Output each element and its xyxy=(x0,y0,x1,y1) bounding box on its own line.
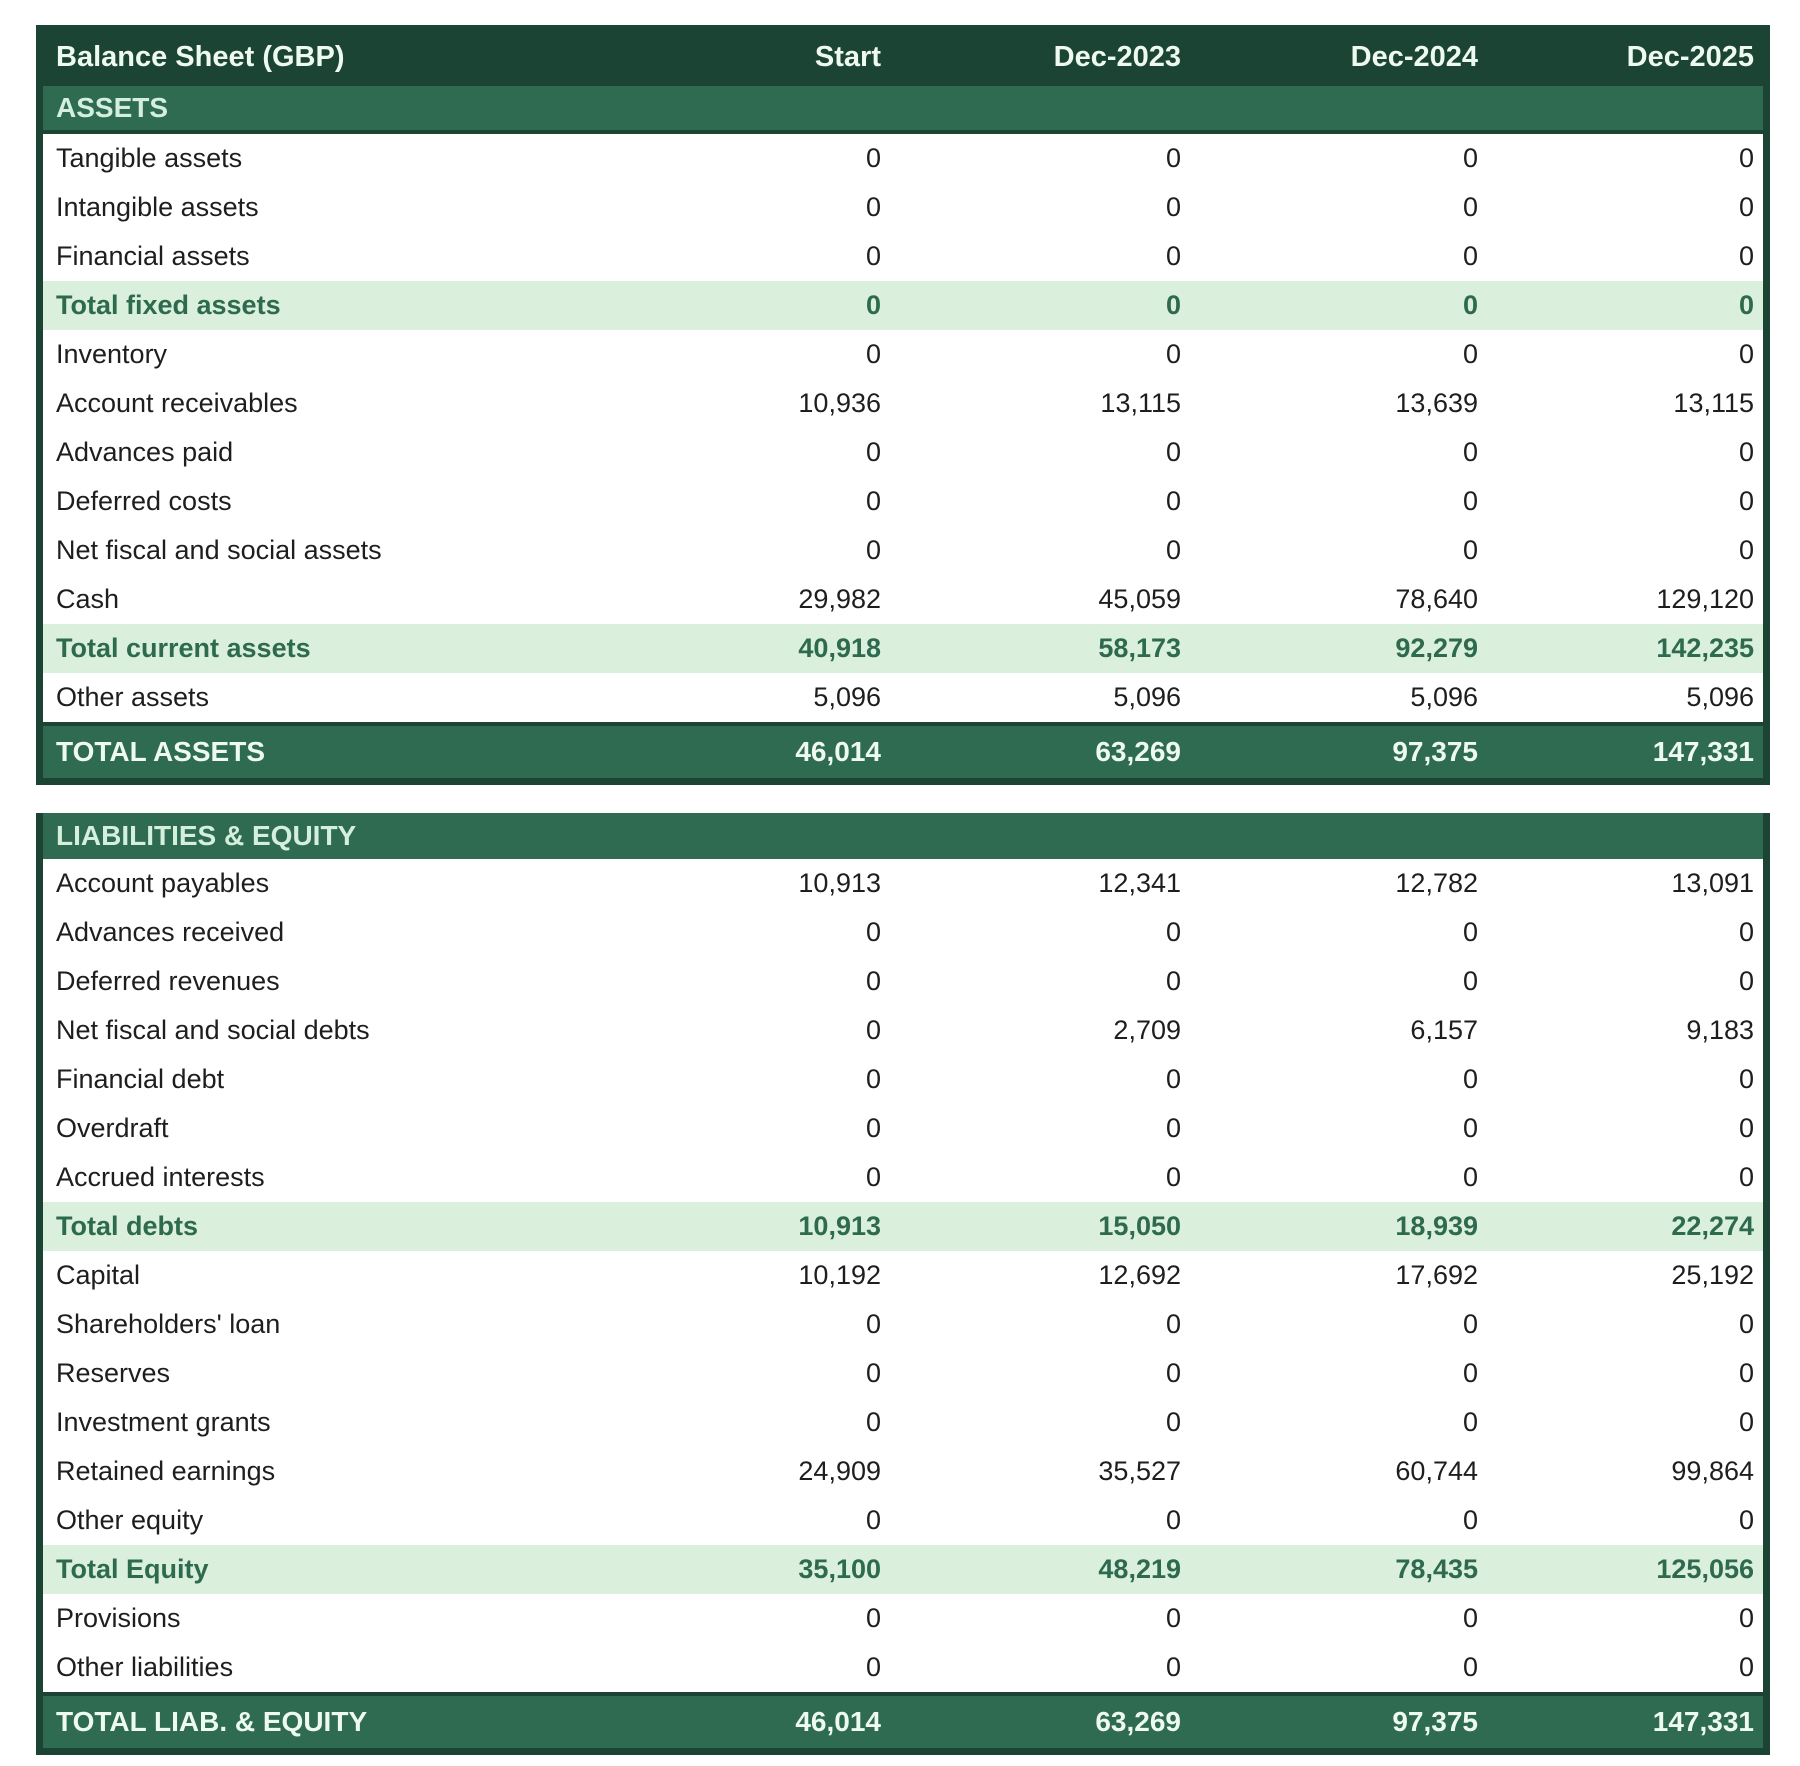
row-value: 6,157 xyxy=(1410,1015,1478,1045)
row-value: 0 xyxy=(1165,437,1181,467)
row-label: Financial assets xyxy=(56,241,250,271)
table-row-deferred-costs xyxy=(43,477,1763,526)
row-value: 0 xyxy=(865,1505,881,1535)
row-value: 0 xyxy=(865,1309,881,1339)
row-value: 0 xyxy=(1165,1407,1181,1437)
table-row-inventory xyxy=(43,330,1763,379)
row-label: Other equity xyxy=(56,1505,204,1535)
row-label: Investment grants xyxy=(56,1407,271,1437)
row-value: 13,639 xyxy=(1395,388,1478,418)
row-label: TOTAL ASSETS xyxy=(56,736,265,767)
row-label: LIABILITIES & EQUITY xyxy=(56,820,357,851)
row-label: Advances received xyxy=(56,917,285,947)
row-value: 17,692 xyxy=(1395,1260,1478,1290)
table-row-overdraft xyxy=(43,1104,1763,1153)
row-value: 0 xyxy=(1165,1113,1181,1143)
row-value: 12,692 xyxy=(1098,1260,1181,1290)
row-value: 0 xyxy=(865,1407,881,1437)
row-value: 0 xyxy=(1462,966,1478,996)
row-value: 35,527 xyxy=(1098,1456,1181,1486)
row-label: Shareholders' loan xyxy=(56,1309,281,1339)
column-header-start: Start xyxy=(814,40,881,73)
table-row-accrued-interests xyxy=(43,1153,1763,1202)
table-row-investment-grants xyxy=(43,1398,1763,1447)
row-label: TOTAL LIAB. & EQUITY xyxy=(56,1706,368,1737)
row-value: 125,056 xyxy=(1656,1554,1754,1584)
table-row-total-equity xyxy=(43,1545,1763,1594)
row-value: 0 xyxy=(1165,535,1181,565)
row-label: Financial debt xyxy=(56,1064,225,1094)
table-row-account-receivables xyxy=(43,379,1763,428)
row-value: 9,183 xyxy=(1686,1015,1754,1045)
row-value: 12,782 xyxy=(1395,868,1478,898)
row-value: 0 xyxy=(1738,1162,1754,1192)
row-value: 0 xyxy=(865,1015,881,1045)
row-label: Reserves xyxy=(56,1358,171,1388)
row-value: 99,864 xyxy=(1671,1456,1754,1486)
row-value: 0 xyxy=(1462,437,1478,467)
row-value: 78,435 xyxy=(1395,1554,1478,1584)
row-value: 0 xyxy=(1462,241,1478,271)
row-label: Provisions xyxy=(56,1603,181,1633)
row-value: 0 xyxy=(865,486,881,516)
row-value: 5,096 xyxy=(1686,682,1754,712)
row-value: 0 xyxy=(1738,486,1754,516)
table-row-reserves xyxy=(43,1349,1763,1398)
row-value: 60,744 xyxy=(1395,1456,1478,1486)
table-row-tangible-assets xyxy=(43,134,1763,183)
liabilities-rows xyxy=(43,813,1763,1748)
table-row-advances-paid xyxy=(43,428,1763,477)
row-value: 0 xyxy=(1165,486,1181,516)
table-row-provisions xyxy=(43,1594,1763,1643)
row-value: 10,192 xyxy=(798,1260,881,1290)
row-value: 13,115 xyxy=(1100,388,1181,418)
row-value: 45,059 xyxy=(1098,584,1181,614)
row-value: 0 xyxy=(865,966,881,996)
column-header-dec-2024: Dec-2024 xyxy=(1350,40,1478,73)
row-label: Deferred revenues xyxy=(56,966,280,996)
table-row-other-liabilities xyxy=(43,1643,1763,1692)
row-value: 13,115 xyxy=(1673,388,1754,418)
section-header-assets xyxy=(43,82,1763,134)
row-value: 12,341 xyxy=(1098,868,1181,898)
row-value: 0 xyxy=(1165,966,1181,996)
table-row-intangible-assets xyxy=(43,183,1763,232)
row-value: 0 xyxy=(1462,1652,1478,1682)
row-value: 48,219 xyxy=(1098,1554,1181,1584)
row-value: 0 xyxy=(1165,1162,1181,1192)
row-value: 0 xyxy=(1165,192,1181,222)
row-value: 35,100 xyxy=(798,1554,881,1584)
table-row-capital xyxy=(43,1251,1763,1300)
row-value: 0 xyxy=(1165,290,1181,320)
row-value: 0 xyxy=(1738,290,1754,320)
column-header-dec-2023: Dec-2023 xyxy=(1053,40,1181,73)
row-value: 13,091 xyxy=(1671,868,1754,898)
row-value: 0 xyxy=(1738,1064,1754,1094)
table-row-total-fixed-assets xyxy=(43,281,1763,330)
row-value: 29,982 xyxy=(798,584,881,614)
row-value: 58,173 xyxy=(1098,633,1181,663)
row-value: 0 xyxy=(1462,290,1478,320)
row-value: 63,269 xyxy=(1095,736,1181,767)
row-value: 0 xyxy=(1165,1358,1181,1388)
row-value: 0 xyxy=(865,917,881,947)
row-value: 129,120 xyxy=(1656,584,1754,614)
row-value: 0 xyxy=(1165,1652,1181,1682)
row-value: 0 xyxy=(1462,143,1478,173)
row-value: 0 xyxy=(1462,1309,1478,1339)
table-row-shareholders-loan xyxy=(43,1300,1763,1349)
row-value: 0 xyxy=(1462,486,1478,516)
row-label: Retained earnings xyxy=(56,1456,276,1486)
row-value: 92,279 xyxy=(1395,633,1478,663)
row-value: 0 xyxy=(1165,339,1181,369)
row-value: 5,096 xyxy=(1113,682,1181,712)
row-value: 0 xyxy=(865,241,881,271)
table-row-advances-received xyxy=(43,908,1763,957)
row-value: 97,375 xyxy=(1392,736,1478,767)
row-value: 0 xyxy=(1738,1407,1754,1437)
row-value: 142,235 xyxy=(1656,633,1754,663)
row-label: Overdraft xyxy=(56,1113,169,1143)
row-value: 0 xyxy=(1738,437,1754,467)
row-value: 0 xyxy=(1738,917,1754,947)
row-value: 0 xyxy=(865,535,881,565)
row-label: Net fiscal and social assets xyxy=(56,535,382,565)
column-header-dec-2025: Dec-2025 xyxy=(1626,40,1754,73)
table-row-cash xyxy=(43,575,1763,624)
row-value: 147,331 xyxy=(1652,1706,1754,1737)
row-value: 0 xyxy=(1462,1162,1478,1192)
row-label: Other liabilities xyxy=(56,1652,234,1682)
row-value: 22,274 xyxy=(1671,1211,1754,1241)
row-value: 0 xyxy=(1738,966,1754,996)
table-row-deferred-revenues xyxy=(43,957,1763,1006)
row-value: 0 xyxy=(1462,1113,1478,1143)
row-value: 25,192 xyxy=(1671,1260,1754,1290)
row-value: 0 xyxy=(865,1652,881,1682)
table-row-total-debts xyxy=(43,1202,1763,1251)
section-header-liabilities-equity xyxy=(43,813,1763,859)
row-value: 0 xyxy=(1165,1309,1181,1339)
table-header-row xyxy=(43,32,1763,82)
row-label: Account payables xyxy=(56,868,270,898)
row-value: 0 xyxy=(1165,1603,1181,1633)
table-row-net-fiscal-and-social-assets xyxy=(43,526,1763,575)
row-value: 0 xyxy=(865,1358,881,1388)
row-label: Total current assets xyxy=(56,633,311,663)
row-value: 10,913 xyxy=(798,1211,881,1241)
row-value: 0 xyxy=(1165,1505,1181,1535)
row-value: 40,918 xyxy=(798,633,881,663)
row-label: Total fixed assets xyxy=(56,290,281,320)
row-value: 0 xyxy=(865,1064,881,1094)
row-value: 97,375 xyxy=(1392,1706,1478,1737)
row-value: 0 xyxy=(865,1113,881,1143)
row-value: 78,640 xyxy=(1395,584,1478,614)
row-value: 0 xyxy=(1738,1113,1754,1143)
row-label: Tangible assets xyxy=(56,143,243,173)
table-title: Balance Sheet (GBP) xyxy=(56,40,345,73)
row-label: Total debts xyxy=(56,1211,199,1241)
row-value: 0 xyxy=(865,437,881,467)
row-value: 0 xyxy=(1738,1505,1754,1535)
row-value: 0 xyxy=(1738,1652,1754,1682)
row-value: 0 xyxy=(1738,1309,1754,1339)
row-label: Accrued interests xyxy=(56,1162,265,1192)
row-value: 0 xyxy=(1738,1603,1754,1633)
row-label: Intangible assets xyxy=(56,192,259,222)
row-value: 0 xyxy=(1462,1407,1478,1437)
table-row-other-assets xyxy=(43,673,1763,722)
row-label: Other assets xyxy=(56,682,210,712)
row-label: Net fiscal and social debts xyxy=(56,1015,370,1045)
row-label: Inventory xyxy=(56,339,168,369)
row-value: 0 xyxy=(1738,241,1754,271)
row-value: 147,331 xyxy=(1652,736,1754,767)
row-value: 0 xyxy=(1462,535,1478,565)
row-value: 0 xyxy=(865,1162,881,1192)
row-value: 0 xyxy=(865,339,881,369)
section-gap xyxy=(36,785,1770,813)
assets-block xyxy=(36,25,1770,785)
row-value: 0 xyxy=(1738,1358,1754,1388)
row-value: 2,709 xyxy=(1113,1015,1181,1045)
row-label: Account receivables xyxy=(56,388,298,418)
row-value: 0 xyxy=(865,192,881,222)
row-value: 0 xyxy=(1738,535,1754,565)
row-value: 0 xyxy=(1165,241,1181,271)
row-value: 0 xyxy=(865,290,881,320)
row-value: 0 xyxy=(1462,1603,1478,1633)
row-value: 0 xyxy=(1165,917,1181,947)
row-value: 63,269 xyxy=(1095,1706,1181,1737)
total-row-total-assets xyxy=(43,722,1763,778)
row-value: 0 xyxy=(1462,1064,1478,1094)
assets-rows xyxy=(43,82,1763,778)
row-label: Capital xyxy=(56,1260,141,1290)
row-value: 0 xyxy=(865,1603,881,1633)
row-label: Total Equity xyxy=(56,1554,209,1584)
total-row-total-liab-equity xyxy=(43,1692,1763,1748)
row-value: 10,936 xyxy=(798,388,881,418)
liabilities-block xyxy=(36,813,1770,1755)
row-value: 0 xyxy=(1462,1505,1478,1535)
table-row-financial-assets xyxy=(43,232,1763,281)
row-value: 24,909 xyxy=(798,1456,881,1486)
row-value: 10,913 xyxy=(798,868,881,898)
row-label: ASSETS xyxy=(56,92,169,123)
table-row-net-fiscal-and-social-debts xyxy=(43,1006,1763,1055)
row-value: 46,014 xyxy=(795,1706,881,1737)
row-value: 0 xyxy=(865,143,881,173)
row-value: 5,096 xyxy=(1410,682,1478,712)
row-value: 0 xyxy=(1738,192,1754,222)
table-row-total-current-assets xyxy=(43,624,1763,673)
row-value: 0 xyxy=(1462,339,1478,369)
row-value: 46,014 xyxy=(795,736,881,767)
row-value: 5,096 xyxy=(813,682,881,712)
row-value: 15,050 xyxy=(1098,1211,1181,1241)
row-value: 18,939 xyxy=(1395,1211,1478,1241)
row-value: 0 xyxy=(1462,192,1478,222)
row-value: 0 xyxy=(1165,143,1181,173)
row-value: 0 xyxy=(1738,339,1754,369)
row-label: Cash xyxy=(56,584,120,614)
row-value: 0 xyxy=(1462,1358,1478,1388)
table-row-account-payables xyxy=(43,859,1763,908)
row-label: Deferred costs xyxy=(56,486,232,516)
row-value: 0 xyxy=(1462,917,1478,947)
table-row-financial-debt xyxy=(43,1055,1763,1104)
table-row-other-equity xyxy=(43,1496,1763,1545)
row-value: 0 xyxy=(1165,1064,1181,1094)
row-label: Advances paid xyxy=(56,437,234,467)
row-value: 0 xyxy=(1738,143,1754,173)
table-row-retained-earnings xyxy=(43,1447,1763,1496)
